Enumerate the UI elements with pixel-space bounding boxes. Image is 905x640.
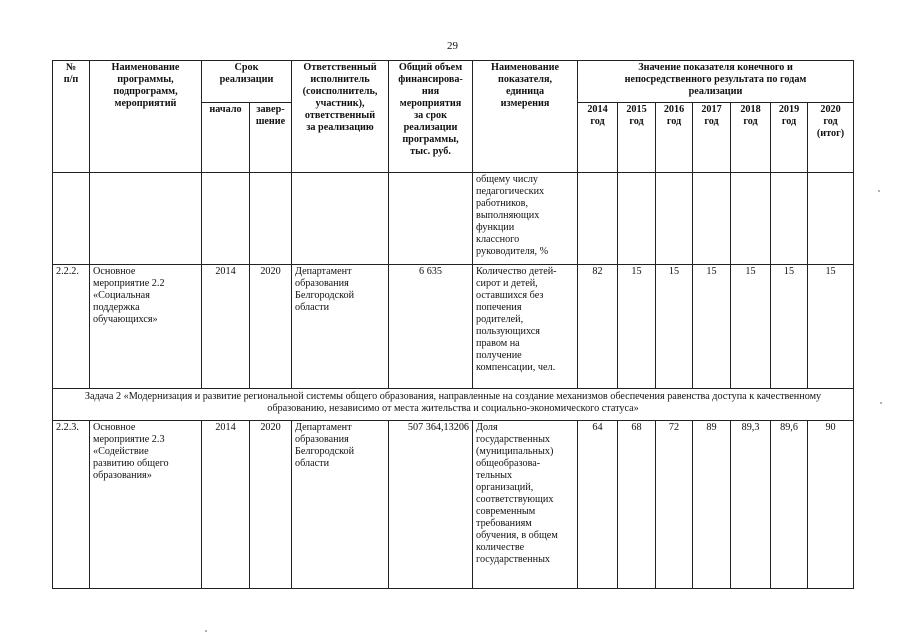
cell-value bbox=[618, 173, 656, 265]
cell-name bbox=[90, 173, 202, 265]
cell-volume: 6 635 bbox=[389, 265, 473, 389]
header-num: № п/п bbox=[53, 61, 90, 173]
scan-speck bbox=[878, 190, 880, 192]
cell-value-2016: 72 bbox=[656, 421, 693, 589]
cell-executor: Департамент образования Белгородской области bbox=[292, 421, 389, 589]
header-year-2014: 2014 год bbox=[578, 103, 618, 173]
cell-start: 2014 bbox=[202, 265, 250, 389]
cell-indicator: Доля государственных (муниципальных) общеобразова- тельных организаций, соответствующих современным требованиям обучения, в общем количестве государственных bbox=[473, 421, 578, 589]
header-year-2020: 2020 год (итог) bbox=[808, 103, 854, 173]
cell-value-2017: 15 bbox=[693, 265, 731, 389]
cell-value bbox=[808, 173, 854, 265]
cell-value bbox=[771, 173, 808, 265]
cell-end: 2020 bbox=[250, 265, 292, 389]
table-row bbox=[53, 265, 854, 389]
cell-value-2014: 64 bbox=[578, 421, 618, 589]
table-row bbox=[53, 173, 854, 265]
cell-value bbox=[731, 173, 771, 265]
cell-value bbox=[693, 173, 731, 265]
cell-value-2019: 15 bbox=[771, 265, 808, 389]
header-name: Наименование программы, подпрограмм, мероприятий bbox=[90, 61, 202, 173]
cell-value-2020: 90 bbox=[808, 421, 854, 589]
header-executor: Ответственный исполнитель (соисполнитель, участник), ответственный за реализацию bbox=[292, 61, 389, 173]
cell-start: 2014 bbox=[202, 421, 250, 589]
cell-num: 2.2.3. bbox=[53, 421, 90, 589]
cell-value-2016: 15 bbox=[656, 265, 693, 389]
cell-value-2019: 89,6 bbox=[771, 421, 808, 589]
cell-volume bbox=[389, 173, 473, 265]
header-term-start: начало bbox=[202, 103, 250, 173]
header-term: Срок реализации bbox=[202, 61, 292, 103]
cell-value-2018: 15 bbox=[731, 265, 771, 389]
scan-speck bbox=[205, 630, 207, 632]
cell-executor bbox=[292, 173, 389, 265]
cell-name: Основное мероприятие 2.3 «Содействие развитию общего образования» bbox=[90, 421, 202, 589]
cell-executor: Департамент образования Белгородской области bbox=[292, 265, 389, 389]
cell-indicator: общему числу педагогических работников, выполняющих функции классного руководителя, % bbox=[473, 173, 578, 265]
scan-speck bbox=[880, 402, 882, 404]
header-year-2017: 2017 год bbox=[693, 103, 731, 173]
cell-value bbox=[578, 173, 618, 265]
header-year-2015: 2015 год bbox=[618, 103, 656, 173]
cell-value-2020: 15 bbox=[808, 265, 854, 389]
table-row bbox=[53, 421, 854, 589]
header-values-title: Значение показателя конечного и непосредственного результата по годам реализации bbox=[578, 61, 854, 103]
header-volume: Общий объем финансирова- ния мероприятия за срок реализации программы, тыс. руб. bbox=[389, 61, 473, 173]
cell-num bbox=[53, 173, 90, 265]
cell-value-2014: 82 bbox=[578, 265, 618, 389]
cell-end: 2020 bbox=[250, 421, 292, 589]
cell-value-2015: 68 bbox=[618, 421, 656, 589]
cell-value-2015: 15 bbox=[618, 265, 656, 389]
header-term-end: завер- шение bbox=[250, 103, 292, 173]
task-2-text: Задача 2 «Модернизация и развитие региональной системы общего образования, направленные на создание механизмов обеспечения равенства доступа к качественному образованию, независимо от места жительства и социально-экономического статуса» bbox=[53, 389, 854, 421]
cell-volume: 507 364,13206 bbox=[389, 421, 473, 589]
header-indicator: Наименование показателя, единица измерения bbox=[473, 61, 578, 173]
cell-num: 2.2.2. bbox=[53, 265, 90, 389]
header-year-2019: 2019 год bbox=[771, 103, 808, 173]
page-number: 29 bbox=[447, 40, 458, 52]
cell-start bbox=[202, 173, 250, 265]
cell-value-2017: 89 bbox=[693, 421, 731, 589]
cell-end bbox=[250, 173, 292, 265]
program-table bbox=[52, 60, 854, 589]
cell-value-2018: 89,3 bbox=[731, 421, 771, 589]
cell-name: Основное мероприятие 2.2 «Социальная поддержка обучающихся» bbox=[90, 265, 202, 389]
cell-indicator: Количество детей- сирот и детей, оставшихся без попечения родителей, пользующихся правом на получение компенсации, чел. bbox=[473, 265, 578, 389]
cell-value bbox=[656, 173, 693, 265]
header-year-2018: 2018 год bbox=[731, 103, 771, 173]
header-year-2016: 2016 год bbox=[656, 103, 693, 173]
task-row bbox=[53, 389, 854, 421]
